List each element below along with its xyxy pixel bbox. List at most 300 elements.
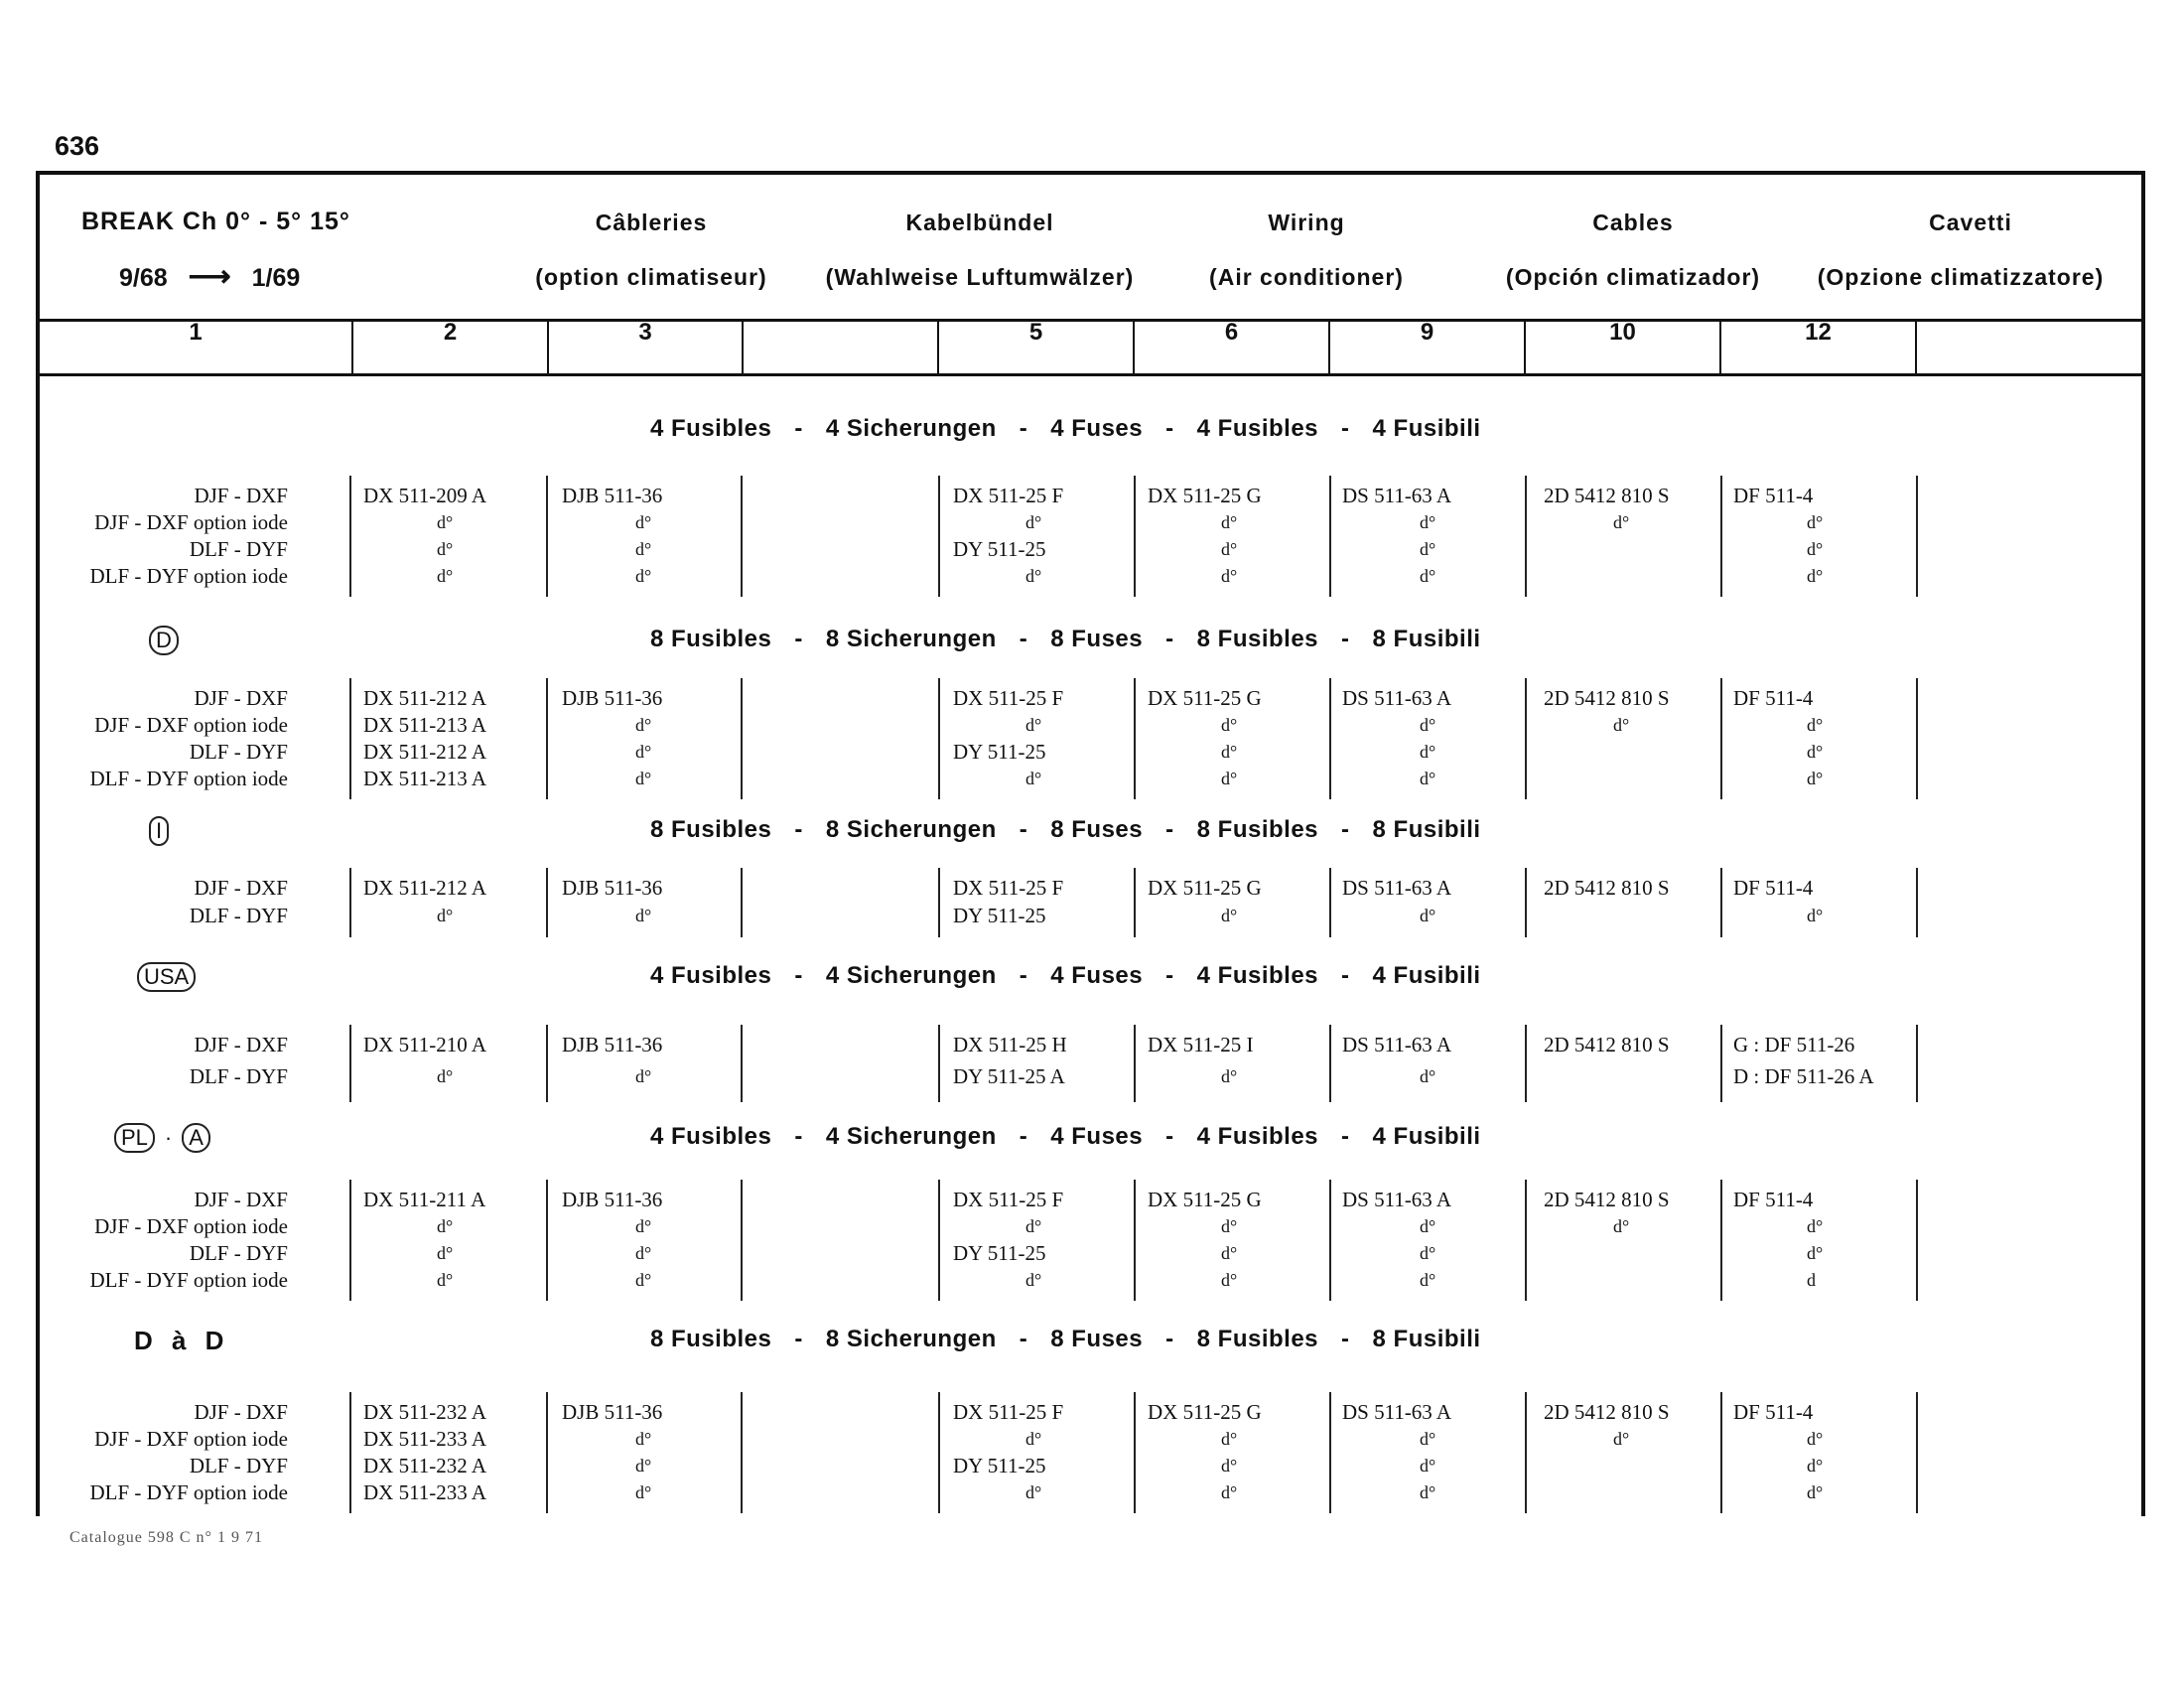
lang-subtitle-de: (Wahlweise Luftumwälzer) [825, 264, 1135, 290]
part-number: DJB 511-36 [562, 1033, 663, 1056]
ditto-mark: d° [635, 539, 652, 559]
section-header-item: 4 Fusibles [650, 962, 772, 989]
lang-title-en: Wiring [1268, 210, 1345, 235]
part-number: 2D 5412 810 S [1544, 686, 1670, 710]
part-number: D : DF 511-26 A [1733, 1064, 1874, 1088]
ditto-mark: d° [1420, 539, 1436, 559]
row-label: DLF - DYF [189, 740, 288, 764]
column-divider [1525, 678, 1527, 799]
section-header-item: 4 Fusibili [1372, 415, 1481, 442]
column-divider [938, 476, 940, 597]
row-label: DJF - DXF option iode [94, 1214, 288, 1238]
ditto-mark: d° [1221, 1270, 1238, 1290]
part-number: DS 511-63 A [1342, 686, 1452, 710]
section-header-item: 8 Fusibili [1372, 626, 1481, 652]
column-number: 1 [40, 319, 353, 373]
page-number: 636 [55, 131, 100, 161]
section-header-separator: - [1165, 626, 1174, 652]
part-number: DX 511-25 F [953, 484, 1064, 507]
section-header-item: 8 Sicherungen [825, 816, 997, 843]
ditto-mark: d° [1221, 715, 1238, 735]
ditto-mark: d° [635, 1482, 652, 1502]
ditto-mark: d° [1221, 742, 1238, 762]
part-number: DX 511-25 G [1148, 1400, 1262, 1424]
part-number: DX 511-25 G [1148, 876, 1262, 900]
ditto-mark: d° [635, 1216, 652, 1236]
market-badge [149, 626, 179, 655]
ditto-mark: d° [1025, 1429, 1042, 1449]
ditto-mark: d° [1025, 715, 1042, 735]
column-divider [546, 476, 548, 597]
section-header-item: 4 Sicherungen [825, 1123, 997, 1150]
market-badge [114, 1123, 210, 1153]
column-divider [546, 1392, 548, 1513]
ditto-mark: d° [437, 566, 454, 586]
section-header-separator: - [1341, 415, 1350, 442]
column-number: 5 [939, 319, 1135, 373]
ditto-mark: d° [1420, 906, 1436, 925]
ditto-mark: d° [1221, 769, 1238, 788]
ditto-mark: d° [635, 769, 652, 788]
part-number: DX 511-25 G [1148, 686, 1262, 710]
market-badge [149, 816, 169, 846]
column-number: 6 [1135, 319, 1330, 373]
ditto-mark: d° [1613, 715, 1630, 735]
column-divider [1329, 868, 1331, 937]
section-header-separator: - [1165, 1123, 1174, 1150]
part-number: DX 511-25 F [953, 686, 1064, 710]
column-divider [1329, 476, 1331, 597]
part-number: DX 511-25 H [953, 1033, 1067, 1056]
section-header-separator: - [794, 816, 803, 843]
section-header [650, 415, 1481, 443]
ditto-mark: d° [1420, 769, 1436, 788]
section-header-item: 4 Fusibles [1196, 415, 1319, 442]
part-number: DX 511-209 A [363, 484, 487, 507]
ditto-mark: d° [635, 906, 652, 925]
ditto-mark: d° [1807, 715, 1824, 735]
section-header [650, 816, 1481, 844]
column-divider [546, 1180, 548, 1301]
column-divider [1134, 476, 1136, 597]
part-number: 2D 5412 810 S [1544, 1033, 1670, 1056]
section-header-separator: - [1341, 1123, 1350, 1150]
column-divider [1134, 1025, 1136, 1102]
ditto-mark: d° [1420, 1270, 1436, 1290]
part-number: DY 511-25 A [953, 1064, 1065, 1088]
section-header-item: 4 Sicherungen [825, 962, 997, 989]
column-divider [1916, 1392, 1918, 1513]
ditto-mark: d° [635, 566, 652, 586]
ditto-mark: d° [1807, 1429, 1824, 1449]
section-header-separator: - [1341, 962, 1350, 989]
ditto-mark: d° [1807, 906, 1824, 925]
part-number: DX 511-211 A [363, 1188, 486, 1211]
part-number: DY 511-25 [953, 537, 1046, 561]
column-number [1917, 319, 2109, 373]
column-divider [1720, 868, 1722, 937]
part-number: DS 511-63 A [1342, 1400, 1452, 1424]
section-header-item: 8 Sicherungen [825, 626, 997, 652]
date-to: 1/69 [251, 264, 301, 292]
row-label: DJF - DXF [194, 1033, 288, 1056]
column-divider [938, 868, 940, 937]
ditto-mark: d° [437, 1243, 454, 1263]
column-number: 10 [1526, 319, 1721, 373]
column-divider [1525, 476, 1527, 597]
section-header [650, 1326, 1481, 1353]
column-divider [349, 678, 351, 799]
date-range [119, 259, 300, 294]
column-divider [349, 868, 351, 937]
part-number: DS 511-63 A [1342, 876, 1452, 900]
column-divider [1525, 868, 1527, 937]
part-number: DS 511-63 A [1342, 1188, 1452, 1211]
ditto-mark: d° [1807, 566, 1824, 586]
column-divider [938, 1180, 940, 1301]
ditto-mark: d° [635, 512, 652, 532]
row-label: DJF - DXF [194, 1400, 288, 1424]
part-number: DS 511-63 A [1342, 1033, 1452, 1056]
ditto-mark: d° [635, 1429, 652, 1449]
section-header-item: 8 Sicherungen [825, 1326, 997, 1352]
ditto-mark: d° [1613, 1429, 1630, 1449]
section-header-separator: - [1341, 816, 1350, 843]
market-badge-oval: D [149, 626, 179, 655]
part-number: DX 511-212 A [363, 740, 487, 764]
part-number: DX 511-232 A [363, 1454, 487, 1477]
column-number: 12 [1721, 319, 1917, 373]
part-number: DX 511-25 F [953, 1400, 1064, 1424]
ditto-mark: d° [1221, 1482, 1238, 1502]
lang-subtitle-it: (Opzione climatizzatore) [1817, 264, 2105, 290]
section-header-separator: - [1019, 1123, 1028, 1150]
row-label: DJF - DXF option iode [94, 1427, 288, 1451]
ditto-mark: d° [635, 1066, 652, 1086]
column-divider [349, 1025, 351, 1102]
ditto-mark: d° [1807, 1456, 1824, 1476]
part-number: DX 511-25 F [953, 876, 1064, 900]
part-number: DJB 511-36 [562, 484, 663, 507]
section-header-separator: - [1019, 626, 1028, 652]
row-label: DJF - DXF [194, 484, 288, 507]
ditto-mark: d° [1221, 1243, 1238, 1263]
part-number: DS 511-63 A [1342, 484, 1452, 507]
section-header-item: 4 Fusibles [650, 1123, 772, 1150]
column-divider [1916, 678, 1918, 799]
ditto-mark: d° [635, 742, 652, 762]
ditto-mark: d° [437, 539, 454, 559]
column-number: 3 [549, 319, 744, 373]
ditto-mark: d° [1221, 539, 1238, 559]
ditto-mark: d° [1807, 539, 1824, 559]
part-number: DJB 511-36 [562, 876, 663, 900]
column-divider [349, 1392, 351, 1513]
column-divider [1916, 868, 1918, 937]
section-header-item: 4 Fuses [1050, 962, 1144, 989]
section-header-item: 8 Fusibles [1196, 1326, 1319, 1352]
section-header-separator: - [1165, 1326, 1174, 1352]
part-number: DF 511-4 [1733, 686, 1814, 710]
ditto-mark: d° [1807, 1482, 1824, 1502]
section-header-separator: - [1165, 962, 1174, 989]
part-number: DF 511-4 [1733, 1400, 1814, 1424]
ditto-mark: d° [437, 906, 454, 925]
part-number: DX 511-25 G [1148, 1188, 1262, 1211]
column-divider [741, 1392, 743, 1513]
part-number: DF 511-4 [1733, 1188, 1814, 1211]
market-separator: · [164, 1125, 173, 1150]
lang-title-it: Cavetti [1929, 210, 2012, 235]
row-label: DJF - DXF option iode [94, 510, 288, 534]
footer-catalogue-ref: Catalogue 598 C n° 1 9 71 [69, 1529, 263, 1546]
part-number: DX 511-233 A [363, 1480, 487, 1504]
lang-subtitle-en: (Air conditioner) [1209, 264, 1404, 290]
column-divider [1134, 868, 1136, 937]
ditto-mark: d° [1420, 742, 1436, 762]
column-divider [349, 476, 351, 597]
part-number: DX 511-213 A [363, 713, 487, 737]
column-divider [546, 678, 548, 799]
column-divider [938, 1025, 940, 1102]
ditto-mark: d° [635, 1270, 652, 1290]
section-header-item: 8 Fusibles [1196, 816, 1319, 843]
column-divider [1525, 1180, 1527, 1301]
part-number: DX 511-210 A [363, 1033, 487, 1056]
column-divider [1329, 678, 1331, 799]
ditto-mark: d° [1420, 1482, 1436, 1502]
section-header-item: 4 Fusibles [1196, 1123, 1319, 1150]
column-divider [546, 868, 548, 937]
column-divider [1525, 1392, 1527, 1513]
ditto-mark: d° [635, 1456, 652, 1476]
section-header-item: 8 Fusibili [1372, 816, 1481, 843]
column-divider [1916, 476, 1918, 597]
ditto-mark: d° [1221, 512, 1238, 532]
section-header-item: 4 Fusibles [1196, 962, 1319, 989]
ditto-mark: d° [1221, 1216, 1238, 1236]
section-header-separator: - [1019, 1326, 1028, 1352]
column-number: 2 [353, 319, 549, 373]
part-number: G : DF 511-26 [1733, 1033, 1855, 1056]
column-divider [1329, 1025, 1331, 1102]
ditto-mark: d° [1420, 512, 1436, 532]
section-header [650, 626, 1481, 653]
part-number: DX 511-213 A [363, 767, 487, 790]
lang-title-fr: Câbleries [595, 210, 708, 235]
model-title: BREAK Ch 0° - 5° 15° [81, 208, 350, 235]
part-number: DY 511-25 [953, 1241, 1046, 1265]
section-header [650, 962, 1481, 990]
section-header-separator: - [794, 1123, 803, 1150]
section-header-item: 8 Fusibles [1196, 626, 1319, 652]
column-divider [1525, 1025, 1527, 1102]
column-divider [1134, 1180, 1136, 1301]
column-divider [1134, 1392, 1136, 1513]
section-header-separator: - [794, 962, 803, 989]
part-number: DF 511-4 [1733, 876, 1814, 900]
column-divider [349, 1180, 351, 1301]
ditto-mark: d° [1807, 1243, 1824, 1263]
section-header-separator: - [1165, 816, 1174, 843]
ditto-mark: d° [1420, 1216, 1436, 1236]
row-label: DLF - DYF [189, 904, 288, 927]
section-header-separator: - [794, 1326, 803, 1352]
section-header-item: 8 Fusibles [650, 1326, 772, 1352]
market-badge-oval: I [149, 816, 169, 846]
column-divider [741, 868, 743, 937]
part-number: DX 511-212 A [363, 686, 487, 710]
section-header-item: 8 Fuses [1050, 816, 1144, 843]
section-header-separator: - [794, 415, 803, 442]
column-divider [741, 678, 743, 799]
section-header-item: 8 Fusibili [1372, 1326, 1481, 1352]
ditto-mark: d° [437, 1066, 454, 1086]
market-badge [137, 962, 196, 992]
column-divider [741, 476, 743, 597]
part-number: DJB 511-36 [562, 1400, 663, 1424]
row-label: DLF - DYF option iode [89, 767, 288, 790]
part-number: DY 511-25 [953, 1454, 1046, 1477]
ditto-mark: d° [1613, 512, 1630, 532]
ditto-mark: d° [1025, 1482, 1042, 1502]
section-header-separator: - [1165, 415, 1174, 442]
row-label: DLF - DYF option iode [89, 1268, 288, 1292]
section-header [650, 1123, 1481, 1151]
ditto-mark: d° [1221, 906, 1238, 925]
ditto-mark: d° [1807, 769, 1824, 788]
part-number: DY 511-25 [953, 904, 1046, 927]
ditto-mark: d° [1420, 1066, 1436, 1086]
ditto-mark: d° [1221, 566, 1238, 586]
ditto-mark: d° [1025, 512, 1042, 532]
part-number: 2D 5412 810 S [1544, 876, 1670, 900]
section-header-item: 8 Fuses [1050, 626, 1144, 652]
ditto-mark: d° [1807, 512, 1824, 532]
part-number: DF 511-4 [1733, 484, 1814, 507]
column-number-row [40, 319, 2141, 376]
ditto-mark: d° [437, 1270, 454, 1290]
section-header-item: 8 Fuses [1050, 1326, 1144, 1352]
column-divider [741, 1025, 743, 1102]
section-header-item: 4 Fusibles [650, 415, 772, 442]
column-number: 9 [1330, 319, 1526, 373]
part-number: DX 511-25 G [1148, 484, 1262, 507]
row-label: DJF - DXF [194, 876, 288, 900]
market-badge: D à D [134, 1326, 230, 1355]
section-header-separator: - [1019, 816, 1028, 843]
ditto-mark: d [1807, 1270, 1816, 1290]
section-header-item: 4 Sicherungen [825, 415, 997, 442]
column-divider [1720, 476, 1722, 597]
ditto-mark: d° [1420, 1243, 1436, 1263]
lang-subtitle-es: (Opción climatizador) [1505, 264, 1761, 290]
ditto-mark: d° [1025, 1270, 1042, 1290]
row-label: DLF - DYF option iode [89, 1480, 288, 1504]
row-label: DLF - DYF [189, 537, 288, 561]
lang-title-de: Kabelbündel [905, 210, 1054, 235]
ditto-mark: d° [437, 512, 454, 532]
part-number: DX 511-25 F [953, 1188, 1064, 1211]
section-header-separator: - [1341, 1326, 1350, 1352]
row-label: DLF - DYF option iode [89, 564, 288, 588]
part-number: 2D 5412 810 S [1544, 1400, 1670, 1424]
part-number: DJB 511-36 [562, 1188, 663, 1211]
ditto-mark: d° [1420, 566, 1436, 586]
row-label: DJF - DXF option iode [94, 713, 288, 737]
ditto-mark: d° [635, 1243, 652, 1263]
ditto-mark: d° [1807, 742, 1824, 762]
part-number: 2D 5412 810 S [1544, 1188, 1670, 1211]
part-number: DX 511-233 A [363, 1427, 487, 1451]
column-divider [1916, 1025, 1918, 1102]
ditto-mark: d° [1025, 769, 1042, 788]
column-divider [1134, 678, 1136, 799]
column-divider [1720, 1180, 1722, 1301]
part-number: 2D 5412 810 S [1544, 484, 1670, 507]
column-divider [1916, 1180, 1918, 1301]
section-header-separator: - [794, 626, 803, 652]
part-number: DX 511-232 A [363, 1400, 487, 1424]
part-number: DX 511-212 A [363, 876, 487, 900]
ditto-mark: d° [1221, 1066, 1238, 1086]
section-header-separator: - [1019, 415, 1028, 442]
row-label: DJF - DXF [194, 686, 288, 710]
ditto-mark: d° [437, 1216, 454, 1236]
lang-subtitle-fr: (option climatiseur) [535, 264, 767, 290]
market-badge-oval: PL [114, 1123, 155, 1153]
column-divider [741, 1180, 743, 1301]
column-divider [938, 1392, 940, 1513]
column-divider [1720, 1025, 1722, 1102]
column-divider [1720, 678, 1722, 799]
section-header-item: 4 Fuses [1050, 1123, 1144, 1150]
section-header-item: 4 Fusibili [1372, 962, 1481, 989]
column-divider [1720, 1392, 1722, 1513]
section-header-separator: - [1019, 962, 1028, 989]
ditto-mark: d° [1807, 1216, 1824, 1236]
ditto-mark: d° [1420, 715, 1436, 735]
part-number: DX 511-25 I [1148, 1033, 1254, 1056]
column-number [744, 319, 939, 373]
ditto-mark: d° [1221, 1456, 1238, 1476]
row-label: DLF - DYF [189, 1064, 288, 1088]
part-number: DJB 511-36 [562, 686, 663, 710]
ditto-mark: d° [1613, 1216, 1630, 1236]
ditto-mark: d° [1221, 1429, 1238, 1449]
lang-title-es: Cables [1592, 210, 1674, 235]
part-number: DY 511-25 [953, 740, 1046, 764]
market-badge-oval: USA [137, 962, 196, 992]
column-divider [1329, 1392, 1331, 1513]
section-header-item: 8 Fusibles [650, 816, 772, 843]
table-header [40, 175, 2141, 322]
section-header-item: 4 Fuses [1050, 415, 1144, 442]
row-label: DLF - DYF [189, 1241, 288, 1265]
ditto-mark: d° [635, 715, 652, 735]
arrow-icon: ⟶ [188, 260, 231, 293]
row-label: DLF - DYF [189, 1454, 288, 1477]
column-divider [938, 678, 940, 799]
column-divider [1329, 1180, 1331, 1301]
row-label: DJF - DXF [194, 1188, 288, 1211]
section-header-separator: - [1341, 626, 1350, 652]
section-header-item: 8 Fusibles [650, 626, 772, 652]
ditto-mark: d° [1025, 566, 1042, 586]
market-badge-oval: A [182, 1123, 210, 1153]
ditto-mark: d° [1420, 1456, 1436, 1476]
date-from: 9/68 [119, 264, 168, 292]
